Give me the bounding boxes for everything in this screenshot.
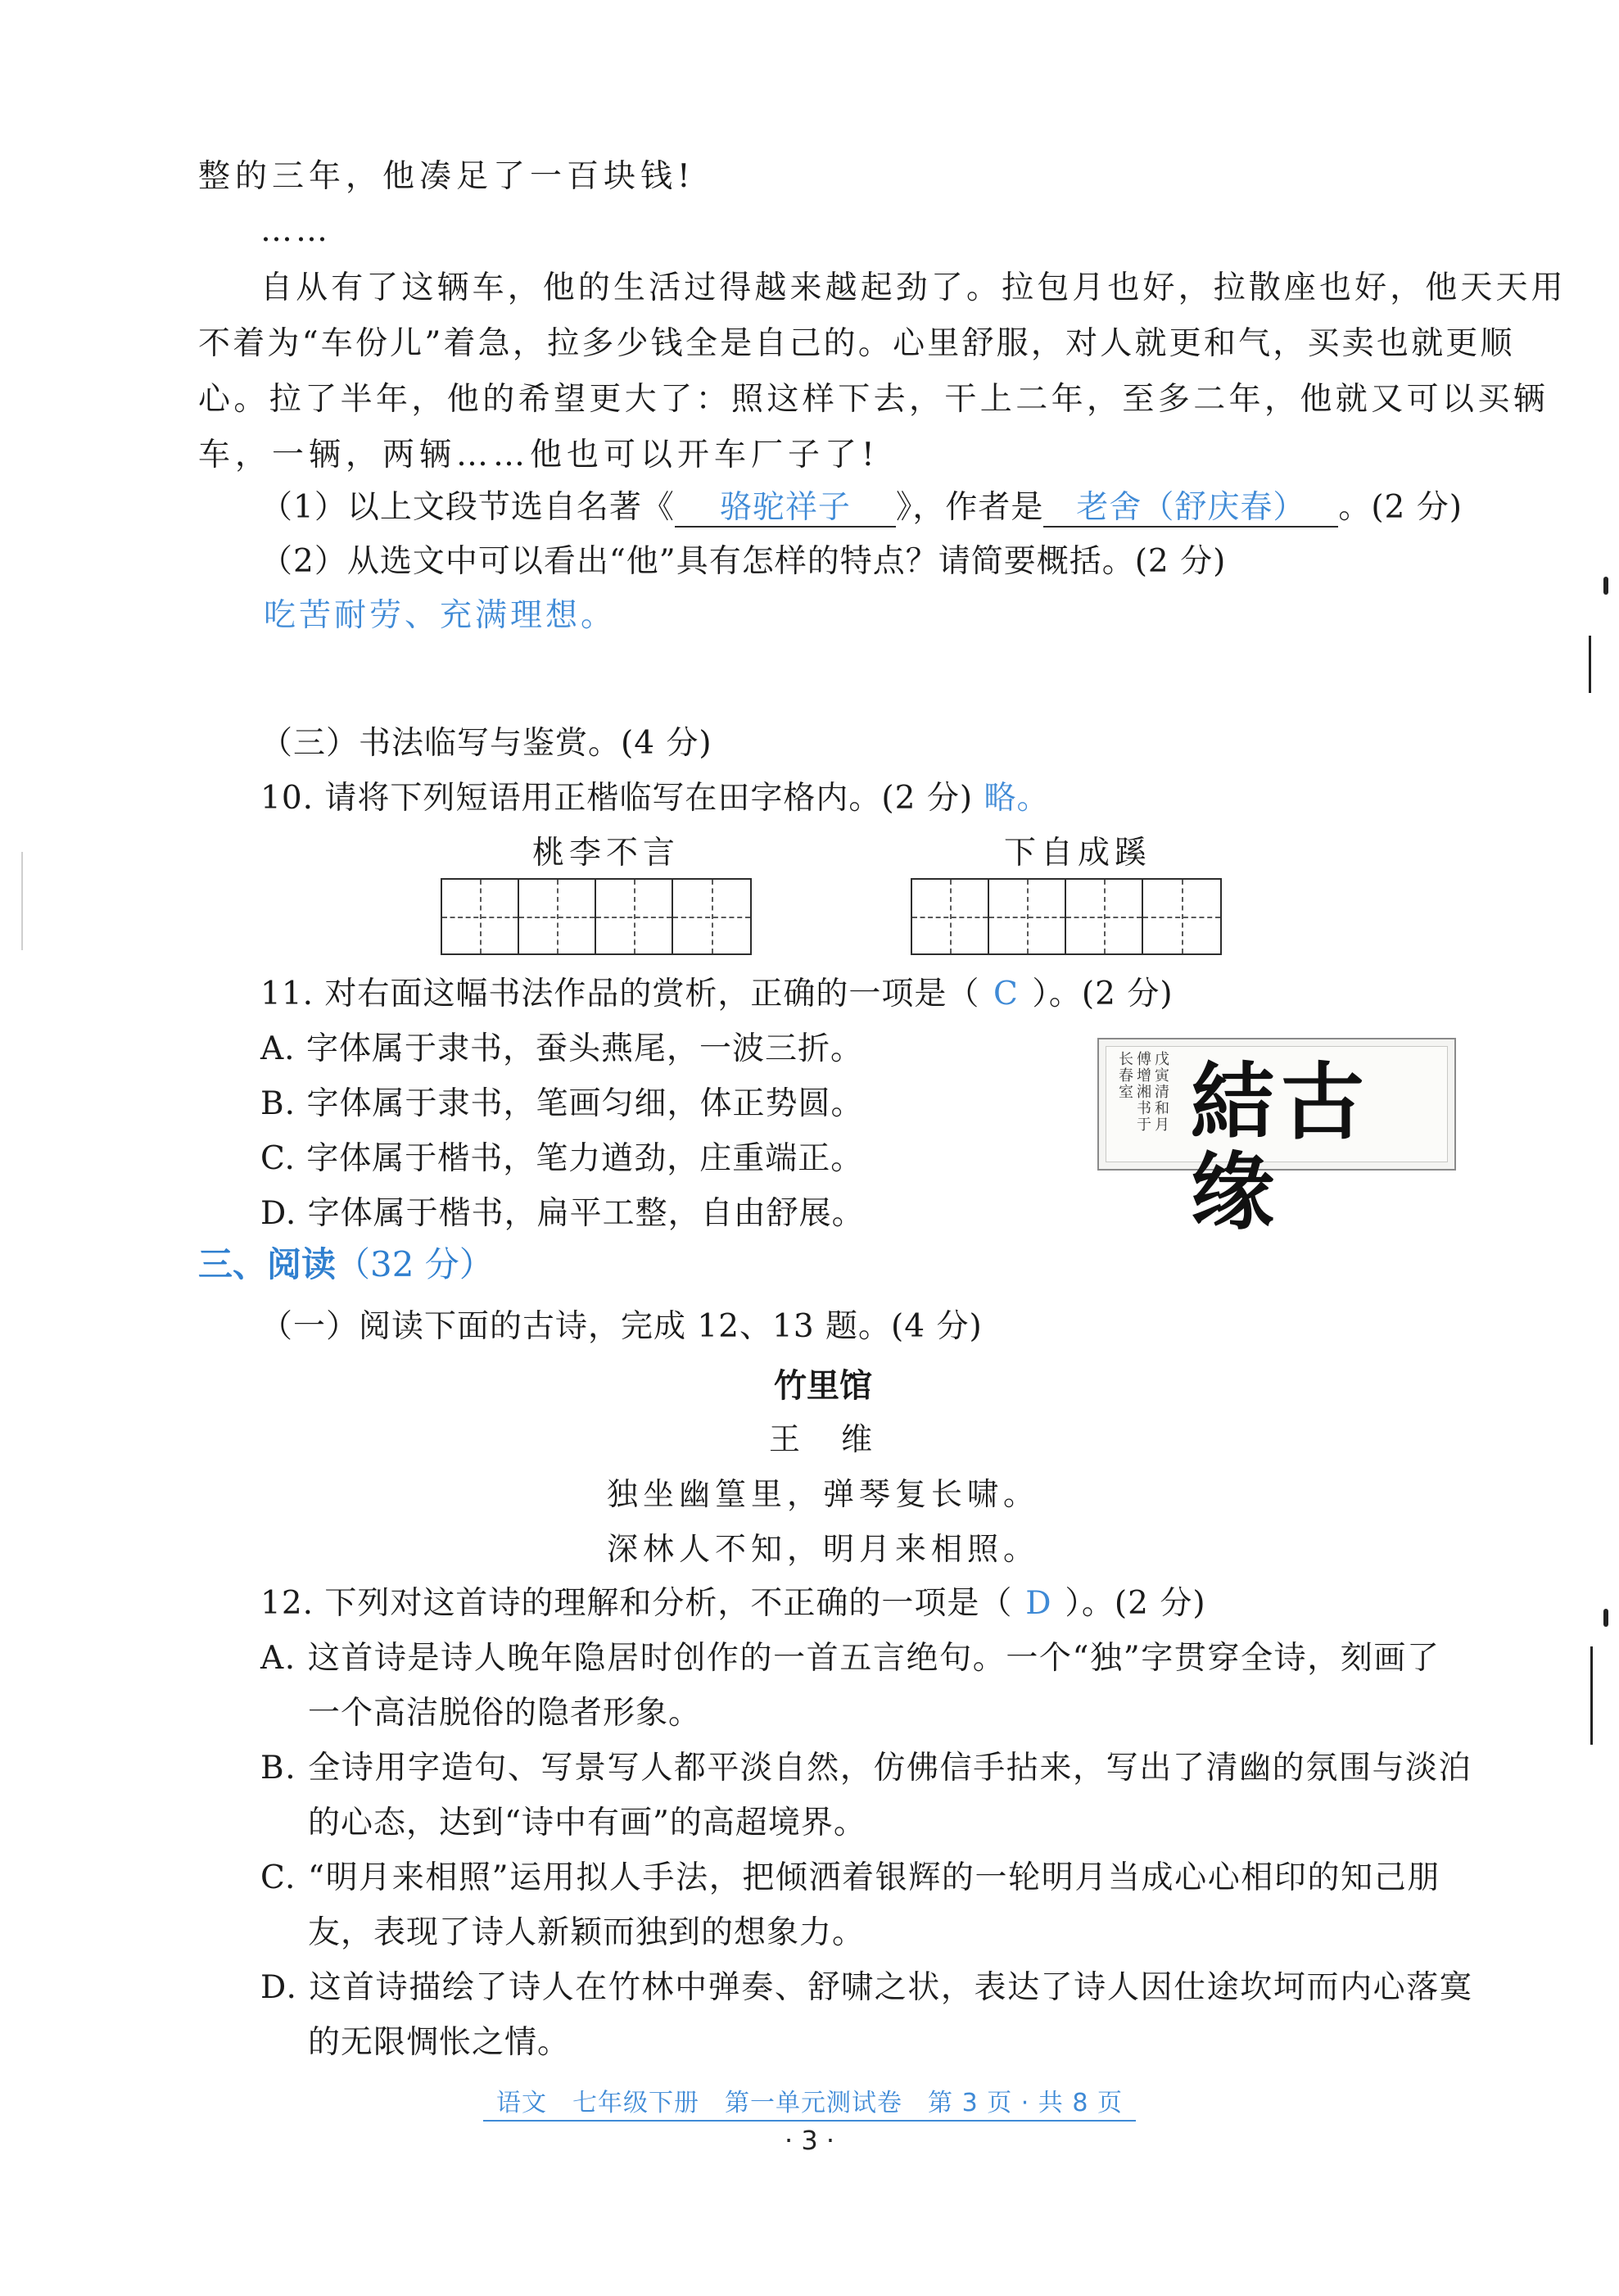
tianzige-cell[interactable] xyxy=(989,880,1066,953)
tianzige-cell[interactable] xyxy=(912,880,989,953)
tianzige-cell[interactable] xyxy=(1066,880,1143,953)
tianzige-cell[interactable] xyxy=(442,880,519,953)
question-1 xyxy=(260,488,1463,528)
reading-part-title-text: 三、阅读 xyxy=(198,1244,337,1284)
question-11 xyxy=(260,975,1174,1014)
question-11-option-c[interactable]: C. 字体属于楷书，笔力遒劲，庄重端正。 xyxy=(260,1140,864,1177)
binding-mark xyxy=(1603,1609,1608,1627)
page-footer xyxy=(0,2082,1619,2122)
calligraphy-main-characters: 結古缘 xyxy=(1191,1053,1371,1242)
question-11-option-a[interactable]: A. 字体属于隶书，蚕头燕尾，一波三折。 xyxy=(260,1030,863,1067)
question-12-option-c-line-2: 友，表现了诗人新颖而独到的想象力。 xyxy=(308,1914,866,1951)
question-11-option-b[interactable]: B. 字体属于隶书，笔画匀细，体正势圆。 xyxy=(260,1085,864,1122)
question-12-prefix: 12. 下列对这首诗的理解和分析，不正确的一项是（ xyxy=(260,1585,1013,1622)
question-10 xyxy=(260,779,1049,818)
question-1-prefix: （1）以上文段节选自名著《 xyxy=(260,489,675,526)
question-12-option-b-line-2: 的心态，达到“诗中有画”的高超境界。 xyxy=(308,1805,866,1841)
phrase-1-label: 桃李不言 xyxy=(532,835,681,872)
binding-mark xyxy=(1589,636,1591,693)
passage-line-6: 车，一辆，两辆……他也可以开车厂子了! xyxy=(198,437,880,473)
answer-author-blank[interactable]: 老舍（舒庆春） xyxy=(1043,490,1338,528)
passage-line-5: 心。拉了半年，他的希望更大了：照这样下去，干上二年，至多二年，他就又可以买辆 xyxy=(198,381,1549,418)
question-1-suffix: 。(2 分) xyxy=(1338,489,1463,526)
question-11-answer[interactable]: C xyxy=(993,976,1019,1012)
calligraphy-section-title: （三）书法临写与鉴赏。(4 分) xyxy=(260,725,712,762)
answer-book-blank[interactable]: 骆驼祥子 xyxy=(675,490,896,528)
reading-1-intro: （一）阅读下面的古诗，完成 12、13 题。(4 分) xyxy=(260,1308,983,1345)
tianzige-cell[interactable] xyxy=(596,880,673,953)
poem-line-2: 深林人不知，明月来相照。 xyxy=(606,1531,1039,1567)
binding-mark xyxy=(1590,1646,1593,1745)
passage-line-3: 自从有了这辆车，他的生活过得越来越起劲了。拉包月也好，拉散座也好，他天天用 xyxy=(260,269,1567,306)
footer-course-info: 语文 七年级下册 第一单元测试卷 第 3 页 · 共 8 页 xyxy=(483,2082,1136,2122)
question-12-answer[interactable]: D xyxy=(1025,1585,1052,1622)
calligraphy-artwork xyxy=(1097,1038,1456,1242)
question-12-option-c-line-1[interactable]: C. “明月来相照”运用拟人手法，把倾洒着银辉的一轮明月当成心心相印的知己朋 xyxy=(260,1859,1440,1896)
question-10-answer: 略。 xyxy=(984,780,1050,817)
poem-line-1: 独坐幽篁里，弹琴复长啸。 xyxy=(606,1476,1039,1512)
tianzige-cell[interactable] xyxy=(673,880,750,953)
question-10-text: 10. 请将下列短语用正楷临写在田字格内。(2 分) xyxy=(260,780,974,817)
tianzige-grid-1[interactable] xyxy=(441,878,752,955)
passage-line-1: 整的三年，他凑足了一百块钱! xyxy=(198,158,695,195)
page-number: · 3 · xyxy=(784,2125,835,2156)
reading-part-title xyxy=(198,1243,494,1286)
binding-mark xyxy=(1603,577,1608,595)
passage-ellipsis: …… xyxy=(260,212,331,249)
tianzige-grid-2[interactable] xyxy=(911,878,1222,955)
question-12-option-d-line-1[interactable]: D. 这首诗描绘了诗人在竹林中弹奏、舒啸之状，表达了诗人因仕途坎坷而内心落寞 xyxy=(260,1969,1473,2006)
phrase-2-label: 下自成蹊 xyxy=(1004,835,1152,872)
question-2-answer: 吃苦耐劳、充满理想。 xyxy=(264,597,617,634)
question-1-middle: 》，作者是 xyxy=(895,489,1044,526)
tianzige-cell[interactable] xyxy=(1143,880,1220,953)
tianzige-cell[interactable] xyxy=(519,880,596,953)
question-12-option-d-line-2: 的无限惆怅之情。 xyxy=(308,2024,571,2061)
question-11-prefix: 11. 对右面这幅书法作品的赏析，正确的一项是（ xyxy=(260,976,980,1012)
question-2: （2）从选文中可以看出“他”具有怎样的特点？请简要概括。(2 分) xyxy=(260,543,1227,580)
question-12-suffix: ）。(2 分) xyxy=(1065,1585,1206,1622)
poem-title: 竹里馆 xyxy=(774,1367,872,1405)
question-12-option-b-line-1[interactable]: B. 全诗用字造句、写景写人都平淡自然，仿佛信手拈来，写出了清幽的氛围与淡泊 xyxy=(260,1750,1472,1787)
calligraphy-inscription: 戊寅清和月 傅增湘书于 长春室 xyxy=(1116,1051,1169,1133)
reading-part-score: （32 分） xyxy=(336,1244,494,1284)
question-11-suffix: ）。(2 分) xyxy=(1032,976,1174,1012)
question-12-option-a-line-2: 一个高洁脱俗的隐者形象。 xyxy=(308,1695,702,1732)
question-11-option-d[interactable]: D. 字体属于楷书，扁平工整，自由舒展。 xyxy=(260,1195,865,1232)
passage-line-4: 不着为“车份儿”着急，拉多少钱全是自己的。心里舒服，对人就更和气，买卖也就更顺 xyxy=(198,325,1515,362)
binding-mark xyxy=(21,852,23,950)
poem-author: 王 维 xyxy=(768,1421,877,1457)
question-12 xyxy=(260,1584,1206,1624)
question-12-option-a-line-1[interactable]: A. 这首诗是诗人晚年隐居时创作的一首五言绝句。一个“独”字贯穿全诗，刻画了 xyxy=(260,1640,1440,1677)
